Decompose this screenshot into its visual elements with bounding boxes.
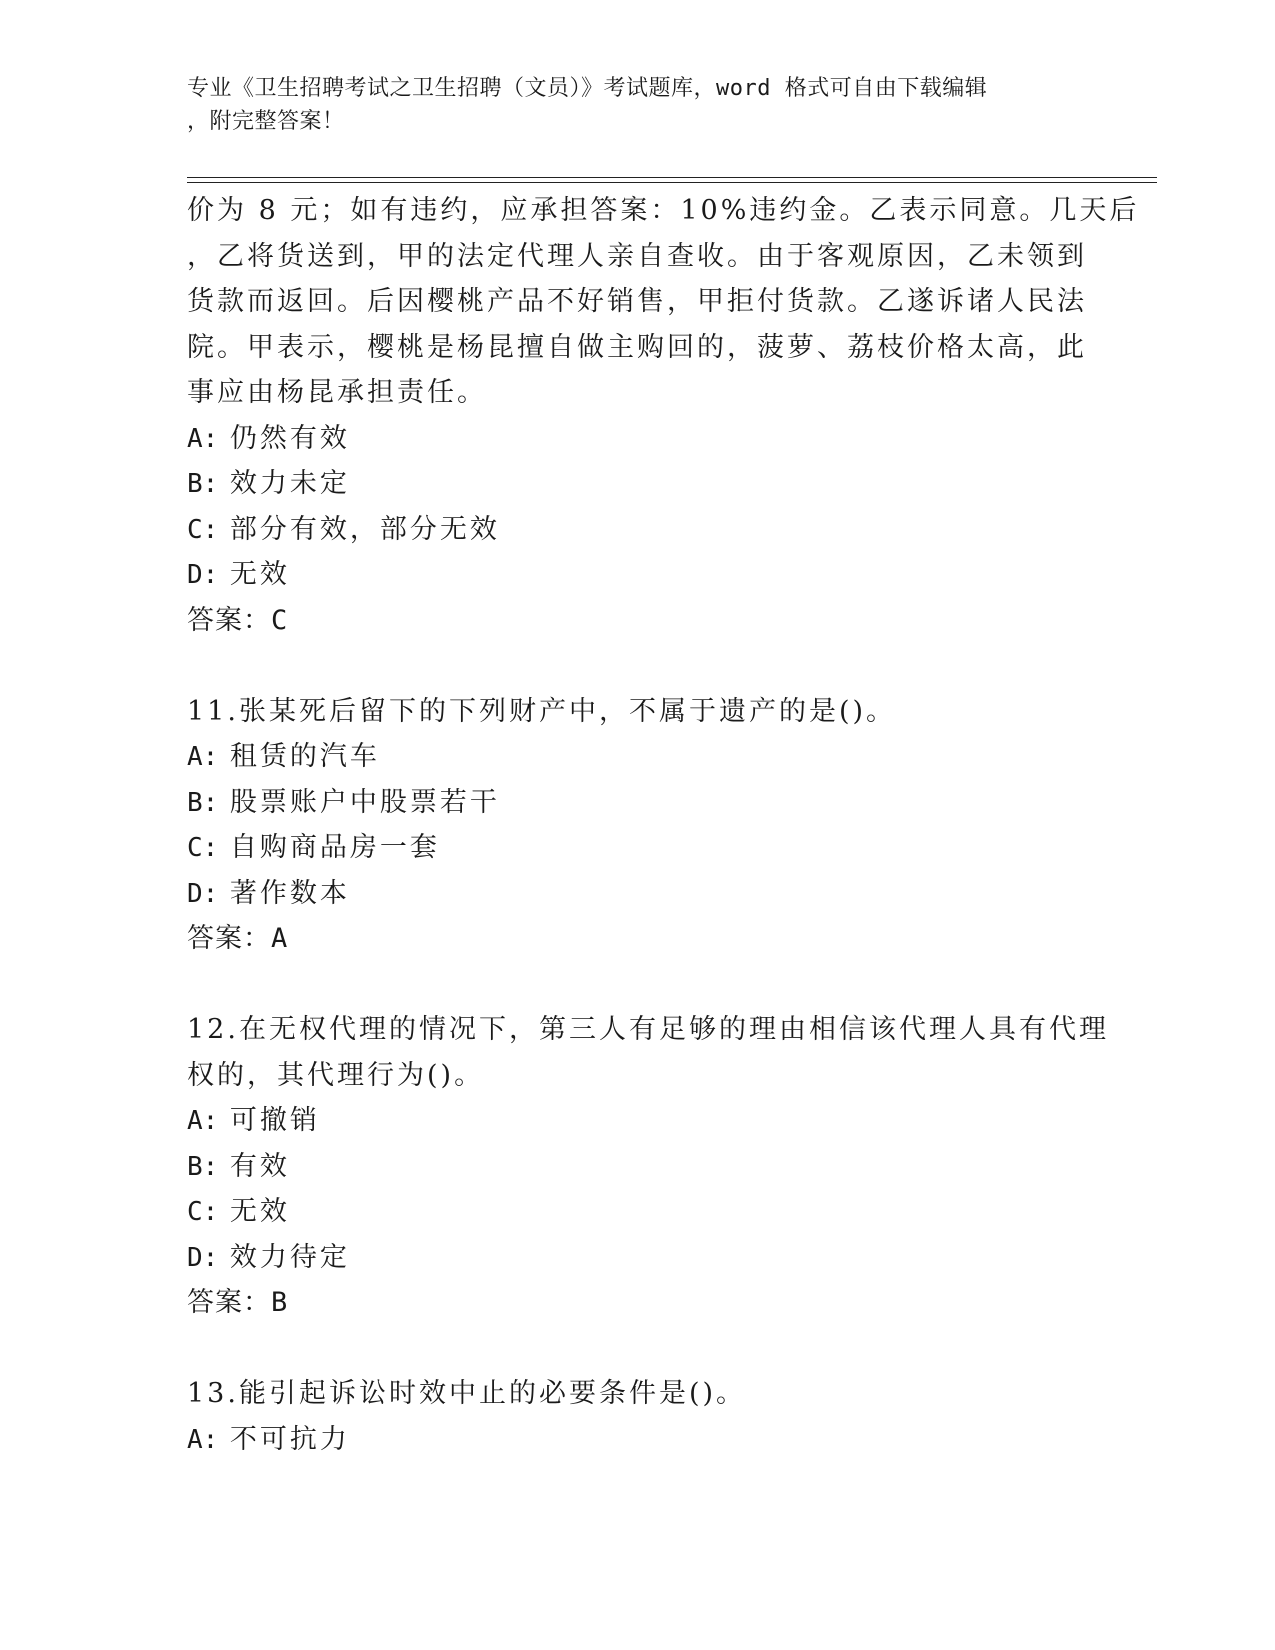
option-letter: A: [187, 423, 219, 454]
question-content [187, 188, 1140, 1462]
option-d [187, 1235, 1087, 1281]
option-text: 可撤销 [229, 1105, 320, 1136]
option-text: 租赁的汽车 [229, 741, 380, 772]
option-letter: A: [187, 1424, 219, 1455]
question-text-line: 价为 8 元；如有违约，应承担答案：10%违约金。乙表示同意。几天后 [187, 195, 1140, 226]
option-letter: D: [187, 1242, 219, 1273]
option-text: 著作数本 [229, 877, 350, 909]
page-header [187, 72, 1087, 138]
header-line-2: ，附完整答案！ [187, 109, 345, 134]
option-d [187, 871, 1087, 917]
option-text: 自购商品房一套 [229, 832, 440, 863]
option-letter: B: [187, 469, 219, 499]
option-text: 股票账户中股票若干 [229, 786, 500, 818]
answer-label: 答案： [187, 604, 271, 636]
option-letter: C: [187, 833, 219, 863]
answer-line [187, 916, 1087, 962]
question-block-13 [187, 1371, 1087, 1462]
option-text: 无效 [229, 1196, 290, 1227]
option-letter: C: [187, 1197, 219, 1227]
answer-label: 答案： [187, 1287, 271, 1318]
question-gap [187, 962, 1087, 1008]
answer-label: 答案： [187, 923, 271, 954]
question-text-line: ，乙将货送到，甲的法定代理人亲自查收。由于客观原因，乙未领到 [187, 240, 1087, 272]
option-c [187, 507, 1087, 553]
option-a [187, 734, 1087, 780]
header-rule-top [187, 177, 1157, 178]
option-a [187, 416, 1087, 462]
option-letter: B: [187, 1151, 219, 1182]
option-b [187, 780, 1087, 826]
option-text: 仍然有效 [229, 422, 350, 454]
answer-value: B [271, 1287, 289, 1318]
header-line-1: 专业《卫生招聘考试之卫生招聘（文员）》考试题库，word 格式可自由下载编辑 [187, 76, 988, 101]
option-letter: D: [187, 560, 219, 590]
question-block-11 [187, 689, 1087, 962]
option-text: 有效 [229, 1150, 290, 1182]
option-letter: A: [187, 1106, 219, 1136]
question-text-line: 事应由杨昆承担责任。 [187, 377, 487, 408]
option-text: 不可抗力 [229, 1423, 350, 1455]
option-b [187, 461, 1087, 507]
question-text-line: 权的，其代理行为()。 [187, 1059, 485, 1091]
question-gap [187, 643, 1087, 689]
option-letter: A: [187, 742, 219, 772]
question-text-line: 院。甲表示，樱桃是杨昆擅自做主购回的，菠萝、荔枝价格太高，此 [187, 331, 1087, 363]
option-a [187, 1417, 1087, 1463]
option-d [187, 552, 1087, 598]
answer-value: A [271, 923, 289, 954]
question-block-continued [187, 188, 1140, 643]
question-gap [187, 1326, 1087, 1372]
option-c [187, 1189, 1087, 1235]
question-text-line: 12.在无权代理的情况下，第三人有足够的理由相信该代理人具有代理 [187, 1014, 1109, 1045]
option-letter: C: [187, 514, 219, 545]
question-text-line: 11.张某死后留下的下列财产中，不属于遗产的是()。 [187, 695, 897, 727]
option-text: 效力未定 [229, 468, 350, 499]
answer-line [187, 1280, 1087, 1326]
option-b [187, 1144, 1087, 1190]
question-block-12 [187, 1007, 1109, 1326]
question-text-line: 货款而返回。后因樱桃产品不好销售，甲拒付货款。乙遂诉诸人民法 [187, 286, 1087, 317]
answer-line [187, 598, 1087, 644]
option-a [187, 1098, 1087, 1144]
option-text: 无效 [229, 559, 290, 590]
option-letter: B: [187, 787, 219, 818]
header-rule-bottom [187, 182, 1157, 183]
option-letter: D: [187, 878, 219, 909]
answer-value: C [271, 604, 289, 636]
option-text: 部分有效，部分无效 [229, 513, 500, 545]
option-text: 效力待定 [229, 1241, 350, 1273]
option-c [187, 825, 1087, 871]
question-text-line: 13.能引起诉讼时效中止的必要条件是()。 [187, 1378, 747, 1409]
